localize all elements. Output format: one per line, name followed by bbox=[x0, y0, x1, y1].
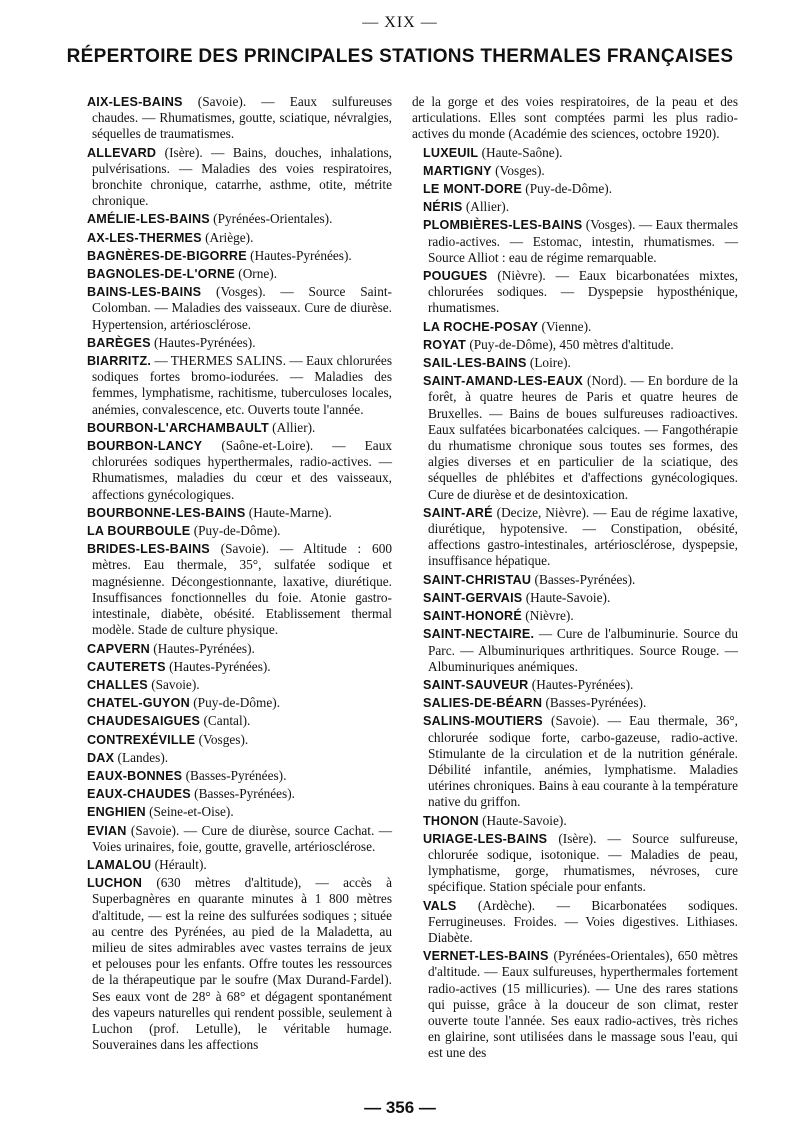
station-entry bbox=[412, 590, 738, 606]
station-entry bbox=[412, 626, 738, 675]
station-description: (Haute-Savoie). bbox=[522, 589, 611, 605]
station-name: LA BOURBOULE bbox=[87, 524, 191, 539]
page-title: RÉPERTOIRE DES PRINCIPALES STATIONS THERMALES FRANÇAISES bbox=[66, 46, 734, 67]
station-entry bbox=[412, 199, 738, 215]
station-entry bbox=[76, 732, 392, 748]
station-name: SAINT-GERVAIS bbox=[423, 590, 523, 605]
station-entry bbox=[76, 695, 392, 711]
station-name: LE MONT-DORE bbox=[423, 182, 522, 197]
station-entry bbox=[412, 217, 738, 266]
station-description: (Nord). — En bordure de la forêt, à quatre heures de Paris et quatre heures de Bruxelles. — Bains de boues sulfureuses radioactives. Eaux sulfatées bicarbonatées calciques. — Fangothérapie du rhumatisme chronique sous toutes ses formes, des algies diverses et en particulier de la sciatique, des séquelles de phlébites et d'affections gynécologiques. Cure de diurèse et de desintoxication. bbox=[428, 373, 738, 502]
station-description: (Basses-Pyrénées). bbox=[190, 786, 295, 802]
station-description: (Landes). bbox=[114, 749, 169, 765]
station-description: (Haute-Saône). bbox=[478, 144, 563, 160]
station-description: (Vosges). — Source Saint-Colomban. — Maladies des vaisseaux. Cure de diurèse. Hypertension, artériosclérose. bbox=[92, 284, 392, 332]
station-description: (Seine-et-Oise). bbox=[145, 804, 234, 820]
station-entry bbox=[76, 266, 392, 282]
station-description: (Puy-de-Dôme). bbox=[190, 523, 281, 539]
station-description: (Ariège). bbox=[201, 229, 254, 245]
station-entry bbox=[76, 677, 392, 693]
station-entry bbox=[412, 505, 738, 570]
station-entry bbox=[76, 230, 392, 246]
station-name: SAINT-SAUVEUR bbox=[423, 677, 529, 692]
station-entry bbox=[76, 523, 392, 539]
station-description: (Saône-et-Loire). — Eaux chlorurées sodiques hyperthermales, radio-actives. — Rhumatismes, maladies du cœur et des vaisseaux, affections gynécologiques. bbox=[92, 438, 392, 502]
station-description: (Hérault). bbox=[151, 856, 207, 872]
station-description: (Hautes-Pyrénées). bbox=[528, 676, 634, 692]
station-entry bbox=[76, 750, 392, 766]
station-description: (Haute-Savoie). bbox=[478, 812, 567, 828]
station-entry bbox=[76, 857, 392, 873]
station-entry bbox=[76, 641, 392, 657]
station-description: (Nièvre). bbox=[521, 608, 574, 624]
station-entry bbox=[76, 145, 392, 210]
station-description: (Hautes-Pyrénées). bbox=[165, 658, 271, 674]
station-name: SALIES-DE-BÉARN bbox=[423, 696, 543, 711]
station-description: — THERMES SALINS. — Eaux chlorurées sodiques fortes bromo-iodurées. — Maladies des femmes, lymphatisme, rachitisme, tuberculoses locales, anémies, convalescence, etc. Ouverts toute l'année. bbox=[92, 353, 392, 417]
station-entry bbox=[412, 948, 738, 1061]
station-entry bbox=[412, 94, 738, 143]
station-description: (Vosges). — Eaux thermales radio-actives. — Estomac, intestin, rhumatismes. — Source Alliot : eau de régime remarquable. bbox=[428, 217, 738, 265]
station-name: SAIL-LES-BAINS bbox=[423, 356, 527, 371]
station-name: AIX-LES-BAINS bbox=[87, 95, 183, 109]
left-column bbox=[76, 94, 392, 1055]
station-name: SALINS-MOUTIERS bbox=[423, 714, 543, 729]
station-name: CHAUDESAIGUES bbox=[87, 714, 201, 729]
station-description: (Basses-Pyrénées). bbox=[182, 767, 287, 783]
station-entry bbox=[412, 813, 738, 829]
station-name: BARÈGES bbox=[87, 335, 151, 350]
station-description: (Cantal). bbox=[200, 713, 251, 729]
station-entry bbox=[76, 804, 392, 820]
station-name: EAUX-BONNES bbox=[87, 768, 183, 783]
station-entry bbox=[412, 572, 738, 588]
station-entry bbox=[412, 145, 738, 161]
station-description: (Pyrénées-Orientales), 650 mètres d'altitude. — Eaux sulfureuses, hyperthermales fortement radio-actives (15 millicuries). — Une des rares stations qui puisse, grâce à la douceur de son climat, rester ouverte toute l'année. Ses eaux radio-actives, très riches en glairine, sont utilisées dans le massage sous l'eau, qui est une des bbox=[428, 948, 738, 1061]
station-name: MARTIGNY bbox=[423, 163, 492, 178]
station-entry bbox=[412, 373, 738, 503]
station-name: BIARRITZ. bbox=[87, 354, 152, 369]
station-name: BOURBONNE-LES-BAINS bbox=[87, 505, 246, 520]
station-name: SAINT-ARÉ bbox=[423, 505, 493, 520]
station-entry bbox=[76, 786, 392, 802]
station-entry bbox=[412, 181, 738, 197]
station-name: SAINT-CHRISTAU bbox=[423, 572, 532, 587]
station-entry bbox=[412, 713, 738, 810]
station-entry bbox=[76, 353, 392, 418]
station-entry bbox=[412, 268, 738, 317]
station-description: de la gorge et des voies respiratoires, de la peau et des articulations. Elles sont comptées parmi les plus radio-actives du monde (Académie des sciences, octobre 1920). bbox=[412, 94, 738, 142]
station-name: VERNET-LES-BAINS bbox=[423, 949, 549, 964]
station-entry bbox=[412, 898, 738, 947]
station-name: SAINT-NECTAIRE. bbox=[423, 627, 535, 642]
station-name: CHATEL-GUYON bbox=[87, 696, 190, 711]
station-entry bbox=[76, 248, 392, 264]
station-entry bbox=[412, 337, 738, 353]
station-description: (630 mètres d'altitude), — accès à Superbagnères en quarante minutes à 1 800 mètres d'altitude, — est la reine des sulfurées sodiques ; située au centre des Pyrénées, au pied de la Maladetta, au milieu de sites admirables avec vastes terrains de jeux et pelouses pour les enfants. Offre toutes les ressources de la thérapeutique par le soufre (Max Durand-Fardel). Ses eaux vont de 28° à 68° et dégagent spontanément des vapeurs naturelles qui rendent possible, seulement à Luchon (prof. Letulle), le véritable humage. Souveraines dans les affections bbox=[92, 875, 392, 1053]
station-name: EVIAN bbox=[87, 823, 127, 838]
station-description: (Basses-Pyrénées). bbox=[542, 695, 647, 711]
station-description: (Haute-Marne). bbox=[245, 504, 332, 520]
station-name: BAGNÈRES-DE-BIGORRE bbox=[87, 248, 247, 263]
station-entry bbox=[76, 94, 392, 143]
station-description: (Vienne). bbox=[538, 318, 592, 334]
station-name: SAINT-AMAND-LES-EAUX bbox=[423, 374, 584, 389]
station-description: (Puy-de-Dôme), 450 mètres d'altitude. bbox=[466, 336, 674, 352]
station-name: CONTREXÉVILLE bbox=[87, 732, 196, 747]
station-entry bbox=[76, 505, 392, 521]
station-description: (Savoie). — Eaux sulfureuses chaudes. — Rhumatismes, goutte, sciatique, névralgies, séquelles de traumatismes. bbox=[92, 94, 392, 142]
station-description: (Savoie). — Altitude : 600 mètres. Eau thermale, 35°, sulfatée sodique et magnésienne. Décongestionnante, laxative, diurétique. Insuffisances fonctionnelles du foie. Atonie gastro-intestinale, diabète, obésité. Etablissement thermal modèle. Stade de culture physique. bbox=[92, 541, 392, 638]
station-entry bbox=[76, 768, 392, 784]
station-description: (Allier). bbox=[462, 199, 510, 215]
station-description: (Vosges). bbox=[491, 162, 545, 178]
station-name: CAUTERETS bbox=[87, 659, 166, 674]
station-description: (Hautes-Pyrénées). bbox=[149, 640, 255, 656]
station-entry bbox=[76, 659, 392, 675]
station-entry bbox=[412, 355, 738, 371]
station-name: CAPVERN bbox=[87, 641, 150, 656]
station-description: (Savoie). — Eau thermale, 36°, chlorurée sodique forte, carbo-gazeuse, radio-active. Stimulante de la circulation et de la nutrition générale. Débilité infantile, anémies, lymphatisme. Maladies utérines chroniques. Bains à eau courante à la température native du griffon. bbox=[428, 713, 738, 810]
station-description: (Savoie). — Cure de diurèse, source Cachat. — Voies urinaires, foie, goutte, gravelle, artériosclérose. bbox=[92, 822, 392, 854]
station-name: BAGNOLES-DE-L'ORNE bbox=[87, 267, 235, 282]
station-description: (Isère). — Bains, douches, inhalations, pulvérisations. — Maladies des voies respiratoires, bronchite chronique, catarrhe, asthme, otite, métrite chronique. bbox=[92, 144, 392, 209]
station-description: (Loire). bbox=[526, 355, 571, 371]
station-name: AX-LES-THERMES bbox=[87, 230, 202, 245]
station-name: BOURBON-L'ARCHAMBAULT bbox=[87, 420, 269, 435]
station-description: (Basses-Pyrénées). bbox=[531, 571, 636, 587]
station-name: URIAGE-LES-BAINS bbox=[423, 831, 548, 846]
station-name: ALLEVARD bbox=[87, 145, 157, 160]
station-description: (Ardèche). — Bicarbonatées sodiques. Ferrugineuses. Froides. — Voies digestives. Lithiases. Diabète. bbox=[428, 897, 738, 945]
station-entry bbox=[76, 823, 392, 855]
station-entry bbox=[76, 335, 392, 351]
station-name: BAINS-LES-BAINS bbox=[87, 285, 202, 300]
station-name: THONON bbox=[423, 813, 479, 828]
station-name: ROYAT bbox=[423, 337, 466, 352]
station-name: PLOMBIÈRES-LES-BAINS bbox=[423, 218, 583, 233]
station-description: (Isère). — Source sulfureuse, chlorurée sodique, isotonique. — Maladies de peau, lymphatisme, gorge, rhumatismes, névroses, cure spécifique. Station spéciale pour enfants. bbox=[428, 830, 738, 895]
station-name: ENGHIEN bbox=[87, 805, 146, 820]
station-entry bbox=[412, 163, 738, 179]
page-number: — 356 — bbox=[364, 1098, 436, 1117]
station-description: (Puy-de-Dôme). bbox=[521, 181, 613, 197]
station-entry bbox=[76, 438, 392, 503]
station-description: (Orne). bbox=[234, 266, 278, 282]
station-entry bbox=[412, 831, 738, 896]
station-entry bbox=[412, 608, 738, 624]
station-name: VALS bbox=[423, 898, 457, 913]
station-name: EAUX-CHAUDES bbox=[87, 787, 191, 802]
station-name: DAX bbox=[87, 750, 115, 765]
station-description: (Nièvre). — Eaux bicarbonatées mixtes, chlorurées sodiques. — Dyspepsie hyposthénique, rhumatismes. bbox=[428, 268, 738, 316]
station-name: SAINT-HONORÉ bbox=[423, 609, 522, 624]
station-name: LUXEUIL bbox=[423, 145, 479, 160]
station-description: (Vosges). bbox=[195, 731, 249, 747]
station-entry bbox=[76, 211, 392, 227]
station-description: (Savoie). bbox=[147, 676, 200, 692]
station-name: CHALLES bbox=[87, 677, 148, 692]
station-description: (Decize, Nièvre). — Eau de régime laxative, diurétique, hypotensive. — Constipation, obésité, affections gastro-intestinales, artériosclérose, dyspepsie, insuffisance hépatique. bbox=[428, 504, 738, 569]
station-name: BOURBON-LANCY bbox=[87, 439, 203, 454]
station-entry bbox=[76, 420, 392, 436]
station-description: (Pyrénées-Orientales). bbox=[209, 211, 333, 227]
station-name: POUGUES bbox=[423, 269, 488, 284]
station-description: (Allier). bbox=[268, 419, 316, 435]
station-description: (Hautes-Pyrénées). bbox=[246, 247, 352, 263]
station-entry bbox=[412, 695, 738, 711]
station-entry bbox=[412, 677, 738, 693]
station-entry bbox=[76, 541, 392, 638]
station-description: (Hautes-Pyrénées). bbox=[150, 334, 256, 350]
station-entry bbox=[76, 713, 392, 729]
right-column bbox=[412, 94, 738, 1064]
station-name: LAMALOU bbox=[87, 857, 152, 872]
station-entry bbox=[76, 284, 392, 333]
station-entry bbox=[412, 319, 738, 335]
station-description: — Cure de l'albuminurie. Source du Parc. — Albuminuriques arthritiques. Source Rouge. — Albuminuriques anémiques. bbox=[428, 626, 738, 674]
page-header: — XIX — bbox=[362, 14, 438, 31]
station-entry bbox=[76, 875, 392, 1053]
station-name: BRIDES-LES-BAINS bbox=[87, 542, 210, 557]
station-name: NÉRIS bbox=[423, 200, 463, 215]
station-name: LA ROCHE-POSAY bbox=[423, 319, 539, 334]
station-name: AMÉLIE-LES-BAINS bbox=[87, 212, 210, 227]
station-description: (Puy-de-Dôme). bbox=[189, 695, 281, 711]
station-name: LUCHON bbox=[87, 876, 143, 891]
